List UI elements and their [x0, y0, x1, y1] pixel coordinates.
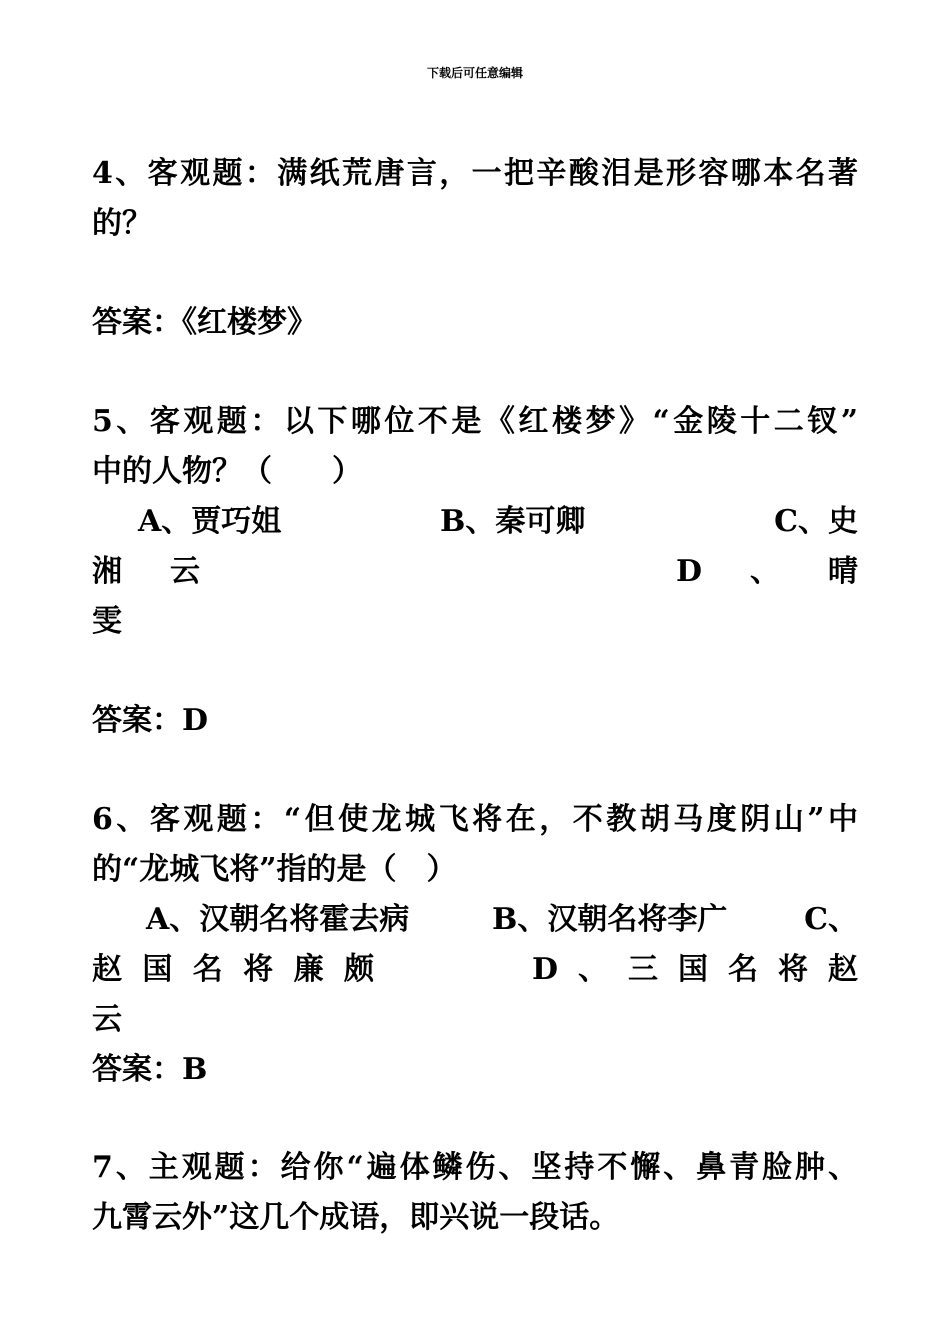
q6-option-d-tail: 云 [92, 1002, 122, 1037]
q6-option-d-part-7: 赵 [827, 952, 858, 987]
q5-option-a: A、贾巧姐 [138, 504, 282, 539]
q6-options-row-2 [92, 948, 858, 992]
q6-answer: 答案：B [92, 1052, 208, 1087]
q6-option-c-tail-4: 将 [243, 952, 274, 987]
q6-option-d-part-4: 国 [677, 952, 708, 987]
q6-option-d-part-3: 三 [627, 952, 658, 987]
q5-option-d-part-3: 晴 [827, 554, 858, 589]
q5-option-d-part-2: 、 [750, 554, 780, 589]
q6-option-b: B、汉朝名将李广 [492, 902, 728, 937]
q6-option-c-tail [92, 948, 374, 992]
q6-option-a: A、汉朝名将霍去病 [146, 902, 410, 937]
q6-option-d-part-2: 、 [578, 952, 608, 987]
q5-option-b: B、秦可卿 [440, 504, 586, 539]
q6-option-d-part-6: 将 [777, 952, 808, 987]
q6-option-d-part-1: D [532, 952, 559, 987]
q4-line-2: 的？ [92, 206, 152, 241]
q5-answer: 答案：D [92, 703, 209, 738]
q6-option-d [532, 948, 858, 992]
q5-option-d-part-1: D [676, 554, 703, 589]
q6-option-d-part-5: 名 [727, 952, 758, 987]
q6-option-c-tail-1: 赵 [92, 952, 122, 987]
q6-option-c-tail-3: 名 [192, 952, 223, 987]
q4-line-1: 4、客观题：满纸荒唐言，一把辛酸泪是形容哪本名著 [92, 156, 858, 191]
q6-line-2: 的“龙城飞将”指的是（ ） [92, 852, 457, 887]
q6-option-c-tail-5: 廉 [293, 952, 324, 987]
q6-line-1: 6、客观题：“但使龙城飞将在，不教胡马度阴山”中 [92, 802, 858, 837]
q7-line-1: 7、主观题：给你“遍体鳞伤、坚持不懈、鼻青脸肿、 [92, 1150, 858, 1185]
q6-option-c-tail-6: 颇 [343, 952, 374, 987]
q6-options-row-1 [92, 898, 858, 942]
page-header: 下载后可任意编辑 [426, 66, 523, 80]
q5-option-d [676, 550, 858, 594]
q6-option-c-head: C、 [804, 902, 858, 937]
q4-answer: 答案：《红楼梦》 [92, 305, 317, 340]
q5-options-row-1 [92, 500, 858, 544]
q5-option-c-tail-2: 云 [170, 554, 200, 589]
q5-option-c-head: C、史 [774, 504, 858, 539]
q5-line-2: 中的人物？（ ） [92, 454, 362, 489]
q5-options-row-2 [92, 550, 858, 594]
q5-line-1: 5、客观题：以下哪位不是《红楼梦》“金陵十二钗” [92, 404, 858, 439]
q5-option-c-tail-1: 湘 [92, 554, 122, 589]
q5-option-d-tail: 雯 [92, 604, 122, 639]
q6-option-c-tail-2: 国 [142, 952, 173, 987]
q7-line-2: 九霄云外”这几个成语，即兴说一段话。 [92, 1200, 620, 1235]
